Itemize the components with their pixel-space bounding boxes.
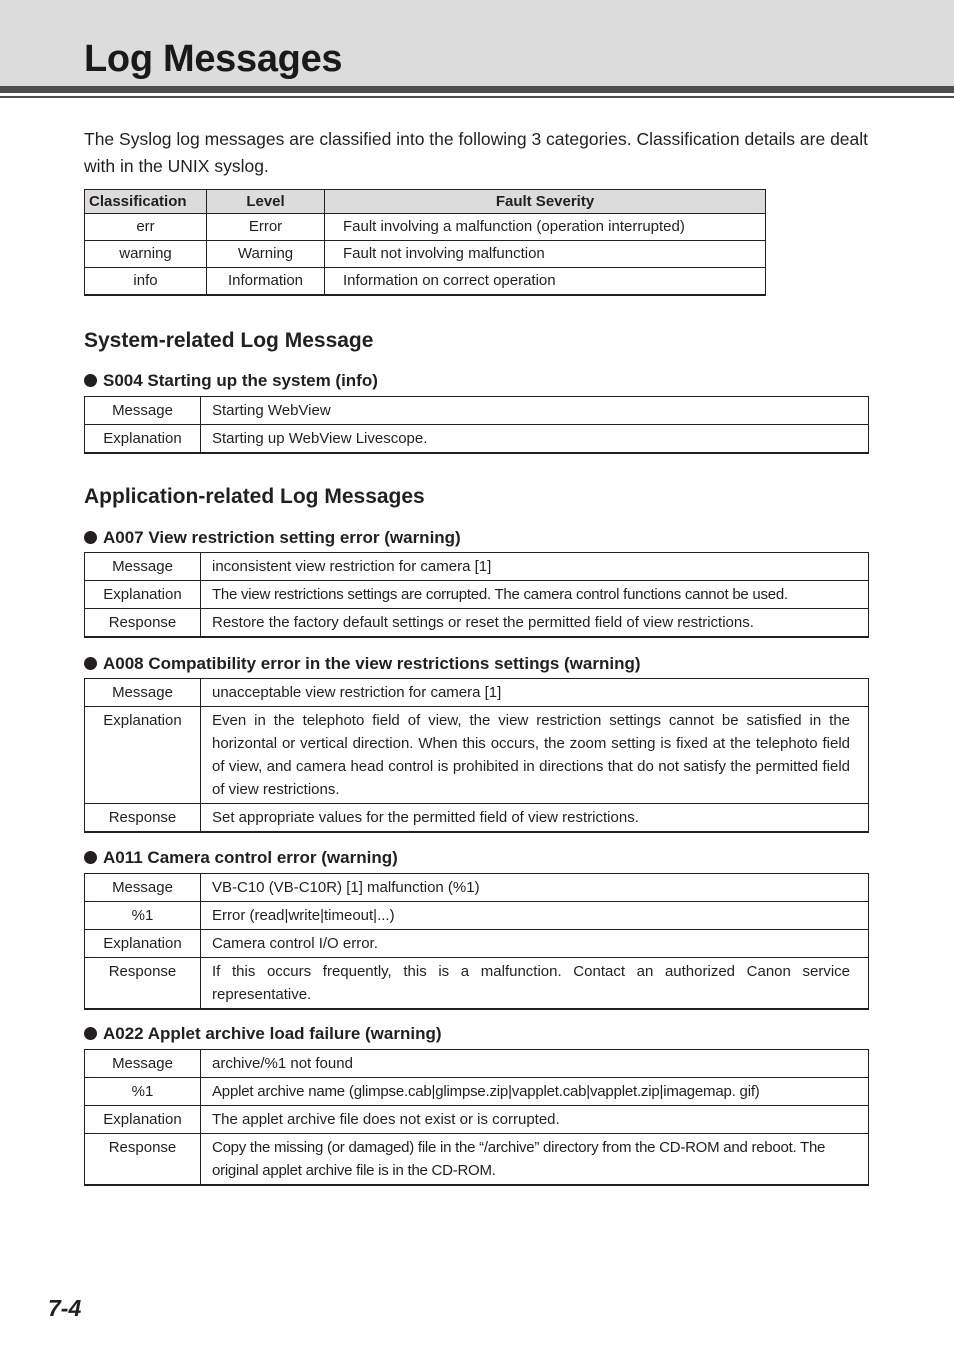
subheading-text: A022 Applet archive load failure (warning): [103, 1024, 442, 1043]
header-rule-thin: [0, 96, 954, 98]
bullet-icon: [84, 657, 97, 670]
row-value: Set appropriate values for the permitted field of view restrictions.: [201, 804, 869, 833]
row-value: inconsistent view restriction for camera [1]: [201, 553, 869, 581]
row-value: If this occurs frequently, this is a malfunction. Contact an authorized Canon service representative.: [201, 958, 869, 1010]
row-label: Response: [85, 804, 201, 833]
row-label: Response: [85, 958, 201, 1010]
table-row: [85, 930, 869, 958]
row-label: Message: [85, 553, 201, 581]
row-value: archive/%1 not found: [201, 1050, 869, 1078]
severity-cell: Fault involving a malfunction (operation interrupted): [325, 214, 766, 241]
table-row: [85, 425, 869, 454]
subheading-text: A008 Compatibility error in the view restrictions settings (warning): [103, 654, 641, 673]
table-row: [85, 214, 766, 241]
bullet-icon: [84, 851, 97, 864]
subheading-text: A007 View restriction setting error (warning): [103, 528, 461, 547]
subheading-a011: [84, 847, 398, 869]
header-fault-severity: Fault Severity: [325, 190, 766, 214]
classification-table: [84, 189, 766, 296]
section-heading-system: System-related Log Message: [84, 329, 374, 352]
bullet-icon: [84, 1027, 97, 1040]
subheading-a007: [84, 527, 461, 549]
classification-cell: err: [85, 214, 207, 241]
subheading-a008: [84, 653, 641, 675]
table-row: [85, 874, 869, 902]
header-classification: Classification: [85, 190, 207, 214]
table-row: [85, 679, 869, 707]
subheading-a022: [84, 1023, 442, 1045]
log-table-a007: [84, 552, 869, 638]
row-value: Even in the telephoto field of view, the view restriction settings cannot be satisfied in the horizontal or vertical direction. When this occurs, the zoom setting is fixed at the telephoto field of view, and camera head control is prohibited in directions that do not satisfy the permitted field of view restrictions.: [201, 707, 869, 804]
table-row: [85, 1106, 869, 1134]
subheading-s004: [84, 370, 378, 392]
row-label: Explanation: [85, 425, 201, 454]
row-label: Response: [85, 1134, 201, 1186]
section-heading-application: Application-related Log Messages: [84, 485, 425, 508]
table-header-row: [85, 190, 766, 214]
row-value: VB-C10 (VB-C10R) [1] malfunction (%1): [201, 874, 869, 902]
header-rule-thick: [0, 86, 954, 93]
severity-cell: Information on correct operation: [325, 268, 766, 296]
level-cell: Information: [207, 268, 325, 296]
row-label: Message: [85, 1050, 201, 1078]
log-table-a011: [84, 873, 869, 1010]
log-table-s004: [84, 396, 869, 454]
row-label: Explanation: [85, 1106, 201, 1134]
row-value: Starting up WebView Livescope.: [201, 425, 869, 454]
row-label: Explanation: [85, 930, 201, 958]
table-row: [85, 609, 869, 638]
classification-cell: warning: [85, 241, 207, 268]
row-label: Explanation: [85, 581, 201, 609]
row-value: Applet archive name (glimpse.cab|glimpse.zip|vapplet.cab|vapplet.zip|imagemap. gif): [201, 1078, 869, 1106]
row-value: The applet archive file does not exist or is corrupted.: [201, 1106, 869, 1134]
table-row: [85, 553, 869, 581]
bullet-icon: [84, 374, 97, 387]
table-row: [85, 707, 869, 804]
row-label: %1: [85, 902, 201, 930]
log-table-a022: [84, 1049, 869, 1186]
table-row: [85, 1134, 869, 1186]
row-label: %1: [85, 1078, 201, 1106]
table-row: [85, 581, 869, 609]
row-label: Message: [85, 397, 201, 425]
intro-paragraph: The Syslog log messages are classified into the following 3 categories. Classification details are dealt with in the UNIX syslog.: [84, 129, 869, 176]
bullet-icon: [84, 531, 97, 544]
row-label: Message: [85, 679, 201, 707]
table-row: [85, 1078, 869, 1106]
table-row: [85, 958, 869, 1010]
header-level: Level: [207, 190, 325, 214]
row-value: Copy the missing (or damaged) file in the “/archive” directory from the CD-ROM and reboot. The original applet archive file is in the CD-ROM.: [201, 1134, 869, 1186]
level-cell: Warning: [207, 241, 325, 268]
row-value: Restore the factory default settings or reset the permitted field of view restrictions.: [201, 609, 869, 638]
page-number: 7-4: [48, 1295, 82, 1321]
row-value: unacceptable view restriction for camera [1]: [201, 679, 869, 707]
row-value: Error (read|write|timeout|...): [201, 902, 869, 930]
row-value: Starting WebView: [201, 397, 869, 425]
table-row: [85, 241, 766, 268]
table-row: [85, 1050, 869, 1078]
row-label: Message: [85, 874, 201, 902]
table-row: [85, 268, 766, 296]
page-title: Log Messages: [84, 38, 343, 80]
log-table-a008: [84, 678, 869, 833]
row-value: Camera control I/O error.: [201, 930, 869, 958]
row-label: Explanation: [85, 707, 201, 804]
classification-cell: info: [85, 268, 207, 296]
row-value: The view restrictions settings are corrupted. The camera control functions cannot be used.: [201, 581, 869, 609]
row-label: Response: [85, 609, 201, 638]
severity-cell: Fault not involving malfunction: [325, 241, 766, 268]
subheading-text: S004 Starting up the system (info): [103, 371, 378, 390]
level-cell: Error: [207, 214, 325, 241]
subheading-text: A011 Camera control error (warning): [103, 848, 398, 867]
table-row: [85, 804, 869, 833]
table-row: [85, 397, 869, 425]
table-row: [85, 902, 869, 930]
